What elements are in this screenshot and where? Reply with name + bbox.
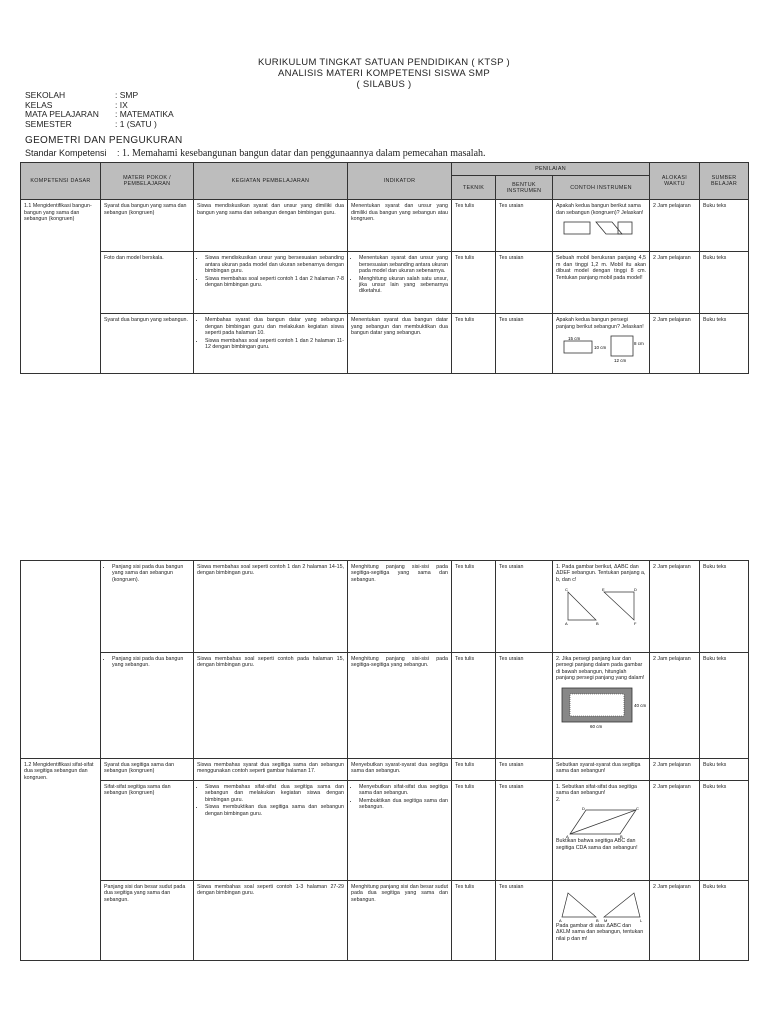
bentuk: Tes uraian	[496, 653, 553, 759]
sumber: Buku teks	[700, 561, 749, 653]
bentuk: Tes uraian	[496, 561, 553, 653]
triangles-figure	[556, 586, 646, 626]
alokasi: 2 Jam pelajaran	[650, 881, 700, 961]
bentuk: Tes uraian	[496, 781, 553, 881]
indikator: Menentukan syarat dan unsur yang dimiliki dua bangun yang sebangun atau kongruen.	[348, 200, 452, 252]
meta-row: KELAS : IX	[25, 99, 128, 110]
rectangles-figure	[556, 333, 646, 363]
kompetensi-dasar	[21, 561, 101, 759]
alokasi: 2 Jam pelajaran	[650, 200, 700, 252]
parallelogram-diagonal-figure	[556, 806, 646, 838]
header-subtitle: ANALISIS MATERI KOMPETENSI SISWA SMP	[278, 68, 490, 79]
col-contoh: CONTOH INSTRUMEN	[553, 176, 650, 200]
svg-text:40 cm: 40 cm	[634, 702, 646, 708]
alokasi: 2 Jam pelajaran	[650, 781, 700, 881]
contoh: 1. Pada gambar berikut, ΔABC dan ΔDEF sebangun. Tentukan panjang a, b, dan c! C A B E D F	[553, 561, 650, 653]
sumber: Buku teks	[700, 252, 749, 314]
materi: Foto dan model berskala.	[101, 252, 194, 314]
bentuk: Tes uraian	[496, 881, 553, 961]
meta-row: SEKOLAH : SMP	[25, 90, 139, 100]
indikator: Menghitung panjang sisi-sisi pada segitiga-segitiga yang sama dan sebangun.	[348, 561, 452, 653]
table-row	[21, 781, 749, 881]
contoh: 2. Jika persegi panjang luar dan persegi panjang dalam pada gambar di bawah sebangun, hitunglah panjang persegi panjang yang dalam! 40 cm 60 cm	[553, 653, 650, 759]
contoh: Apakah kedua bangun persegi panjang berikut sebangun? Jelaskan! 15 cm 10 cm 8 cm 12 cm	[553, 314, 650, 374]
svg-text:E: E	[602, 587, 605, 593]
svg-text:C: C	[565, 587, 568, 593]
table-row	[21, 881, 749, 961]
col-kegiatan: KEGIATAN PEMBELAJARAN	[194, 163, 348, 200]
alokasi: 2 Jam pelajaran	[650, 314, 700, 374]
table-row	[21, 759, 749, 781]
svg-text:M: M	[604, 918, 608, 923]
indikator: Menentukan syarat dua bangun datar yang sebangun dan membuktikan dua bangun datar yang sebangun.	[348, 314, 452, 374]
table-row	[21, 252, 749, 314]
table-row	[21, 653, 749, 759]
header-silabus: ( SILABUS )	[356, 79, 412, 90]
indikator: Menghitung panjang sisi dan besar sudut pada dua segitiga yang sama dan sebangun.	[348, 881, 452, 961]
materi: • Panjang sisi pada dua bangun yang sama dan sebangun (kongruen).	[101, 561, 194, 653]
contoh: 1. Sebutkan sifat-sifat dua segitiga sama dan sebangun! 2. A B C D Buktikan bahwa segitiga ABC dan segitiga CDA sama dan sebangun!	[553, 781, 650, 881]
teknik: Tes tulis	[452, 881, 496, 961]
svg-text:L: L	[640, 918, 643, 923]
col-teknik: TEKNIK	[452, 176, 496, 200]
bentuk: Tes uraian	[496, 200, 553, 252]
col-penilaian: PENILAIAN	[452, 163, 650, 176]
table-row	[21, 200, 749, 252]
svg-text:B: B	[620, 834, 623, 839]
teknik: Tes tulis	[452, 759, 496, 781]
two-triangles-figure	[556, 887, 646, 923]
svg-text:10 cm: 10 cm	[594, 345, 607, 351]
indikator: Menghitung panjang sisi-sisi pada segitiga-segitiga yang sebangun.	[348, 653, 452, 759]
kegiatan: • Siswa mendiskusikan unsur yang bersesuaian sebanding antara ukuran pada model dan ukuran sebenarnya dengan bimbingan guru. • Siswa membahas soal seperti contoh 1 dan 2 halaman 7-8 dengan bimbingan guru.	[194, 252, 348, 314]
table-row	[21, 314, 749, 374]
svg-text:C: C	[636, 806, 639, 812]
sumber: Buku teks	[700, 781, 749, 881]
svg-text:A: A	[559, 918, 562, 923]
materi: Syarat dua segitiga sama dan sebangun (kongruen)	[101, 759, 194, 781]
sumber: Buku teks	[700, 759, 749, 781]
col-alokasi: ALOKASI WAKTU	[650, 163, 700, 200]
materi: Syarat dua bangun yang sebangun.	[101, 314, 194, 374]
materi: • Panjang sisi pada dua bangun yang sebangun.	[101, 653, 194, 759]
meta-row: SEMESTER : 1 (SATU )	[25, 118, 157, 129]
svg-text:B: B	[596, 918, 599, 923]
document-header	[0, 57, 768, 90]
col-sumber: SUMBER BELAJAR	[700, 163, 749, 200]
sumber: Buku teks	[700, 881, 749, 961]
kegiatan: Siswa membahas soal seperti contoh 1 dan 2 halaman 14-15, dengan bimbingan guru.	[194, 561, 348, 653]
bentuk: Tes uraian	[496, 759, 553, 781]
bentuk: Tes uraian	[496, 252, 553, 314]
svg-text:12 cm: 12 cm	[614, 358, 627, 364]
alokasi: 2 Jam pelajaran	[650, 653, 700, 759]
syllabus-table-1	[20, 162, 749, 374]
alokasi: 2 Jam pelajaran	[650, 252, 700, 314]
standard-competence: Standar Kompetensi : 1. Memahami kesebangunan bangun datar dan penggunaannya dalam pemecahan masalah.	[25, 148, 486, 159]
indikator: • Menyebutkan sifat-sifat dua segitiga sama dan sebangun. • Membuktikan dua segitiga sama dan sebangun.	[348, 781, 452, 881]
col-bentuk: BENTUK INSTRUMEN	[496, 176, 553, 200]
kegiatan: • Membahas syarat dua bangun datar yang sebangun dengan bimbingan guru dan melakukan kegiatan siswa seperti pada halaman 10. • Siswa membahas soal seperti contoh 1 dan 2 halaman 11-12 dengan bimbingan guru.	[194, 314, 348, 374]
materi: Syarat dua bangun yang sama dan sebangun (kongruen)	[101, 200, 194, 252]
nested-rectangles-figure	[556, 685, 646, 729]
svg-text:D: D	[582, 806, 585, 812]
kegiatan: Siswa membahas soal seperti contoh 1-3 halaman 27-29 dengan bimbingan guru.	[194, 881, 348, 961]
contoh: A B M L Pada gambar di atas ΔABC dan ΔKLM sama dan sebangun, tentukan nilai p dan m!	[553, 881, 650, 961]
materi: Sifat-sifat segitiga sama dan sebangun (kongruen)	[101, 781, 194, 881]
svg-text:B: B	[596, 621, 599, 627]
contoh: Sebuah mobil berukuran panjang 4,5 m dan tinggi 1,2 m. Mobil itu akan dibuat model dengan tinggi 8 cm. Tentukan panjang mobil pada model!	[553, 252, 650, 314]
col-indikator: INDIKATOR	[348, 163, 452, 200]
alokasi: 2 Jam pelajaran	[650, 561, 700, 653]
teknik: Tes tulis	[452, 252, 496, 314]
kompetensi-dasar: 1.2 Mengidentifikasi sifat-sifat dua segitiga sebangun dan kongruen.	[21, 759, 101, 961]
indikator: • Menentukan syarat dan unsur yang bersesuaian sebanding antara ukuran pada model dan ukuran sebenarnya. • Menghitung ukuran salah satu unsur, jika unsur lain yang sebenarnya diketahui.	[348, 252, 452, 314]
bentuk: Tes uraian	[496, 314, 553, 374]
section-title: GEOMETRI DAN PENGUKURAN	[25, 135, 183, 146]
svg-text:15 cm: 15 cm	[568, 336, 581, 342]
alokasi: 2 Jam pelajaran	[650, 759, 700, 781]
teknik: Tes tulis	[452, 200, 496, 252]
meta-row: MATA PELAJARAN : MATEMATIKA	[25, 109, 174, 120]
kegiatan: Siswa membahas soal seperti contoh pada halaman 15, dengan bimbingan guru.	[194, 653, 348, 759]
svg-text:A: A	[566, 834, 569, 839]
teknik: Tes tulis	[452, 781, 496, 881]
col-kompetensi: KOMPETENSI DASAR	[21, 163, 101, 200]
kegiatan: • Siswa membahas sifat-sifat dua segitiga sama dan sebangun dan melakukan kegiatan siswa dengan bimbingan guru. • Siswa membuktikan dua segitiga sama dan sebangun dengan bimbingan guru.	[194, 781, 348, 881]
col-materi: MATERI POKOK / PEMBELAJARAN	[101, 163, 194, 200]
contoh: Apakah kedua bangun berikut sama dan sebangun (kongruen)? Jelaskan!	[553, 200, 650, 252]
school-meta	[25, 91, 174, 129]
table-row	[21, 561, 749, 653]
teknik: Tes tulis	[452, 561, 496, 653]
indikator: Menyebutkan syarat-syarat dua segitiga sama dan sebangun.	[348, 759, 452, 781]
svg-text:F: F	[634, 621, 637, 627]
sumber: Buku teks	[700, 200, 749, 252]
svg-text:A: A	[565, 621, 568, 627]
sumber: Buku teks	[700, 314, 749, 374]
header-title: KURIKULUM TINGKAT SATUAN PENDIDIKAN ( KTSP )	[258, 57, 510, 68]
svg-text:D: D	[634, 587, 637, 593]
materi: Panjang sisi dan besar sudut pada dua segitiga yang sama dan sebangun.	[101, 881, 194, 961]
kompetensi-dasar: 1.1 Mengidentifikasi bangun-bangun yang sama dan sebangun (kongruen)	[21, 200, 101, 374]
contoh: Sebutkan syarat-syarat dua segitiga sama dan sebangun!	[553, 759, 650, 781]
kegiatan: Siswa membahas syarat dua segitiga sama dan sebangun menggunakan contoh seperti gambar halaman 17.	[194, 759, 348, 781]
svg-text:8 cm: 8 cm	[634, 341, 644, 347]
parallelogram-figure	[556, 219, 636, 237]
syllabus-table-2	[20, 560, 749, 961]
kegiatan: Siswa mendiskusikan syarat dan unsur yang dimiliki dua bangun yang sama dan sebangun dengan bimbingan guru.	[194, 200, 348, 252]
teknik: Tes tulis	[452, 653, 496, 759]
svg-text:60 cm: 60 cm	[590, 723, 603, 729]
teknik: Tes tulis	[452, 314, 496, 374]
sumber: Buku teks	[700, 653, 749, 759]
